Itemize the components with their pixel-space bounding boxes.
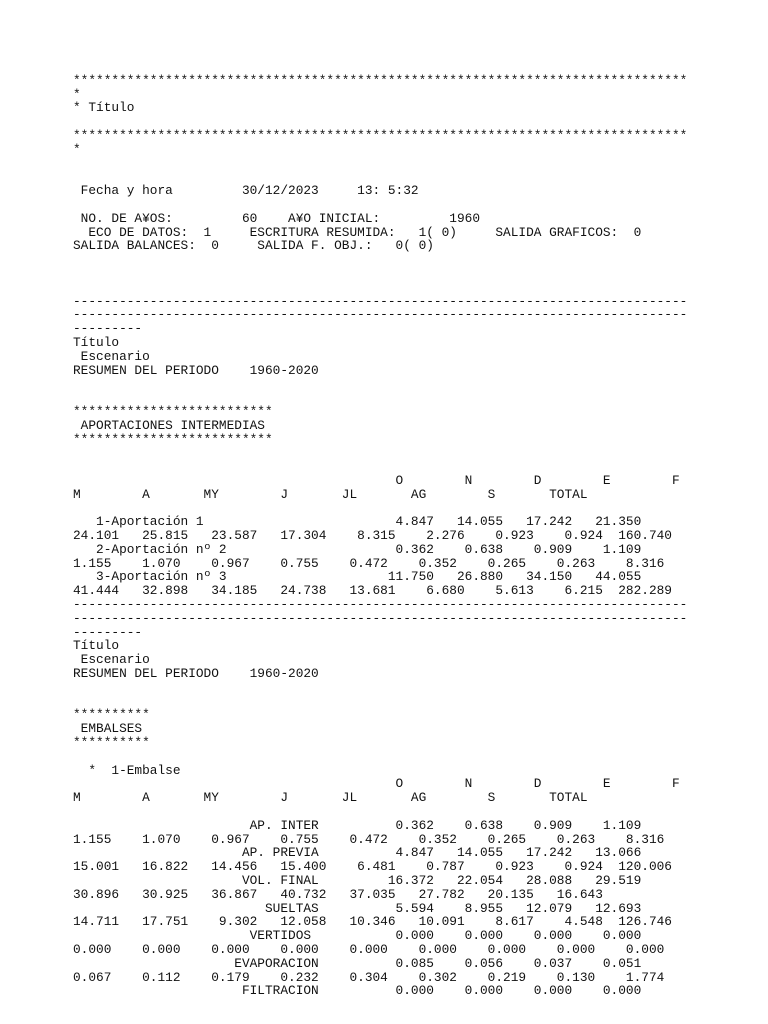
report-line: * (73, 86, 81, 102)
report-line: ******************************************************************************** (73, 127, 688, 143)
report-line: NO. DE A¥OS: 60 A¥O INICIAL: 1960 (73, 210, 481, 226)
report-line: 24.101 25.815 23.587 17.304 8.315 2.276 0.923 0.924 160.740 (73, 528, 672, 544)
report-line: 1-Aportación 1 4.847 14.055 17.242 21.350 (73, 514, 642, 530)
report-line (73, 170, 763, 184)
report-line (73, 377, 763, 391)
report-line: 41.444 32.898 34.185 24.738 13.681 6.680 5.613 6.215 282.289 (73, 583, 672, 599)
report-line: VOL. FINAL 16.372 22.054 28.088 29.519 (73, 873, 642, 889)
report-line: ************************** (73, 431, 273, 447)
report-line: APORTACIONES INTERMEDIAS (73, 417, 265, 433)
report-line: --------- (73, 624, 143, 640)
report-line: O N D E F (73, 472, 680, 488)
report-line: * 1-Embalse (73, 762, 181, 778)
report-line (73, 60, 763, 74)
report-line: VERTIDOS 0.000 0.000 0.000 0.000 (73, 928, 642, 944)
report-line: -------------------------------------------------------------------------------- (73, 307, 688, 323)
report-line (73, 198, 763, 212)
report-line: Fecha y hora 30/12/2023 13: 5:32 (73, 183, 419, 199)
report-line: -------------------------------------------------------------------------------- (73, 293, 688, 309)
report-line: -------------------------------------------------------------------------------- (73, 597, 688, 613)
report-line: O N D E F (73, 776, 680, 792)
report-line: 15.001 16.822 14.456 15.400 6.481 0.787 0.923 0.924 120.006 (73, 859, 672, 875)
report-line: ************************** (73, 403, 273, 419)
report-line (73, 281, 763, 295)
report-line (73, 446, 763, 460)
report-line: --------- (73, 321, 143, 337)
report-line: SUELTAS 5.594 8.955 12.079 12.693 (73, 900, 642, 916)
report-line (73, 391, 763, 405)
report-line (73, 502, 763, 516)
report-line: M A MY J JL AG S TOTAL (73, 790, 588, 806)
report-line: 0.067 0.112 0.179 0.232 0.304 0.302 0.219 0.130 1.774 (73, 969, 665, 985)
report-line: 1.155 1.070 0.967 0.755 0.472 0.352 0.265 0.263 8.316 (73, 831, 665, 847)
report-line (73, 750, 763, 764)
report-line: 1.155 1.070 0.967 0.755 0.472 0.352 0.265 0.263 8.316 (73, 555, 665, 571)
report-line: Escenario (73, 348, 150, 364)
report-line (73, 681, 763, 695)
report-line (73, 460, 763, 474)
report-line: Título (73, 638, 120, 654)
report-line: 30.896 30.925 36.867 40.732 37.035 27.782 20.135 16.643 (73, 886, 603, 902)
report-line (73, 267, 763, 281)
report-line (73, 695, 763, 709)
report-line: FILTRACION 0.000 0.000 0.000 0.000 (73, 983, 642, 999)
report-line: Escenario (73, 652, 150, 668)
report-line (73, 805, 763, 819)
report-line: AP. INTER 0.362 0.638 0.909 1.109 (73, 817, 642, 833)
report-line: ECO DE DATOS: 1 ESCRITURA RESUMIDA: 1( 0) SALIDA GRAFICOS: 0 (73, 224, 642, 240)
report-line: Título (73, 334, 120, 350)
report-line: 14.711 17.751 9.302 12.058 10.346 10.091 8.617 4.548 126.746 (73, 914, 672, 930)
report-text (73, 60, 763, 998)
report-line: 3-Aportación nº 3 11.750 26.880 34.150 44.055 (73, 569, 642, 585)
report-line (73, 253, 763, 267)
report-line: EMBALSES (73, 721, 143, 737)
report-line: ******************************************************************************** (73, 72, 688, 88)
report-line: ********** (73, 735, 150, 751)
report-line: * (73, 141, 81, 157)
report-line (73, 157, 763, 171)
report-line: AP. PREVIA 4.847 14.055 17.242 13.066 (73, 845, 642, 861)
report-line: RESUMEN DEL PERIODO 1960-2020 (73, 666, 319, 682)
report-line (73, 115, 763, 129)
report-line: RESUMEN DEL PERIODO 1960-2020 (73, 362, 319, 378)
report-line: * Título (73, 100, 135, 116)
report-line: 2-Aportación nº 2 0.362 0.638 0.909 1.109 (73, 541, 642, 557)
report-line: SALIDA BALANCES: 0 SALIDA F. OBJ.: 0( 0) (73, 238, 434, 254)
report-line: EVAPORACION 0.085 0.056 0.037 0.051 (73, 955, 642, 971)
report-line: 0.000 0.000 0.000 0.000 0.000 0.000 0.000 0.000 0.000 (73, 942, 665, 957)
report-line: -------------------------------------------------------------------------------- (73, 610, 688, 626)
report-line: ********** (73, 707, 150, 723)
report-line: M A MY J JL AG S TOTAL (73, 486, 588, 502)
